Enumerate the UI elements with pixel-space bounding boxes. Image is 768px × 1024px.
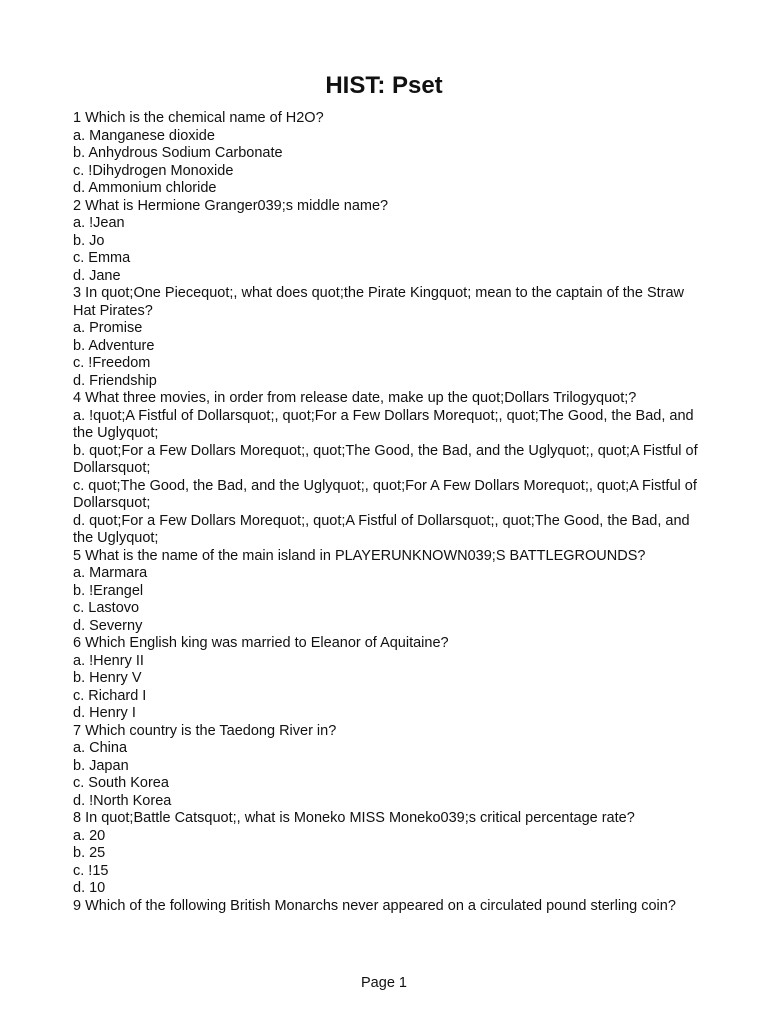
answer-option: a. Promise <box>73 320 143 336</box>
answer-option: c. South Korea <box>73 775 169 791</box>
question-text: 5 What is the name of the main island in PLAYERUNKNOWN039;S BATTLEGROUNDS? <box>73 547 646 564</box>
answer-option: a. Manganese dioxide <box>73 127 215 144</box>
answer-option: c. !Freedom <box>73 355 151 371</box>
question-text: 6 Which English king was married to Eleanor of Aquitaine? <box>73 635 449 651</box>
question-text: 9 Which of the following British Monarchs never appeared on a circulated pound sterling coin? <box>73 897 676 914</box>
answer-option: a. China <box>73 740 128 756</box>
answer-option: d. !North Korea <box>73 792 172 809</box>
answer-option: c. !Dihydrogen Monoxide <box>73 162 234 179</box>
answer-option: d. Jane <box>73 267 121 284</box>
answer-option: c. quot;The Good, the Bad, and the Uglyquot;, quot;For A Few Dollars Morequot;, quot;A Fistful of Dollarsquot; <box>73 477 697 511</box>
answer-option: d. Henry I <box>73 705 136 721</box>
answer-option: b. !Erangel <box>73 582 144 599</box>
answer-option: b. Adventure <box>73 337 155 354</box>
question-text: 3 In quot;One Piecequot;, what does quot;the Pirate Kingquot; mean to the captain of the Straw Hat Pirates? <box>73 285 685 319</box>
answer-option: a. Marmara <box>73 565 148 581</box>
document-title: HIST: Pset <box>325 72 443 99</box>
answer-option: a. 20 <box>73 827 106 844</box>
question-text: 4 What three movies, in order from release date, make up the quot;Dollars Trilogyquot;? <box>73 390 637 406</box>
answer-option: b. quot;For a Few Dollars Morequot;, quot;The Good, the Bad, and the Uglyquot;, quot;A Fistful of Dollarsquot; <box>73 442 698 476</box>
answer-option: b. Jo <box>73 232 105 249</box>
answer-option: d. Friendship <box>73 372 157 389</box>
answer-option: d. quot;For a Few Dollars Morequot;, quot;A Fistful of Dollarsquot;, quot;The Good, the Bad, and the Uglyquot; <box>73 512 690 546</box>
question-text: 2 What is Hermione Granger039;s middle name? <box>73 197 389 214</box>
answer-option: b. Henry V <box>73 670 142 686</box>
answer-option: c. !15 <box>73 862 109 879</box>
answer-option: d. Ammonium chloride <box>73 180 217 196</box>
answer-option: c. Lastovo <box>73 600 140 616</box>
answer-option: b. Japan <box>73 757 129 774</box>
question-text: 8 In quot;Battle Catsquot;, what is Moneko MISS Moneko039;s critical percentage rate? <box>73 810 635 826</box>
answer-option: b. Anhydrous Sodium Carbonate <box>73 145 283 161</box>
answer-option: a. !Henry II <box>73 652 144 669</box>
answer-option: c. Emma <box>73 250 131 266</box>
question-text: 1 Which is the chemical name of H2O? <box>73 110 324 126</box>
answer-option: c. Richard I <box>73 687 147 704</box>
answer-option: b. 25 <box>73 845 106 861</box>
answer-option: a. !Jean <box>73 215 125 231</box>
page-number: Page 1 <box>361 975 407 991</box>
question-list <box>73 110 698 915</box>
answer-option: d. Severny <box>73 617 143 634</box>
answer-option: d. 10 <box>73 880 106 896</box>
answer-option: a. !quot;A Fistful of Dollarsquot;, quot;For a Few Dollars Morequot;, quot;The Good, the Bad, and the Uglyquot; <box>73 407 694 441</box>
question-text: 7 Which country is the Taedong River in? <box>73 722 337 739</box>
